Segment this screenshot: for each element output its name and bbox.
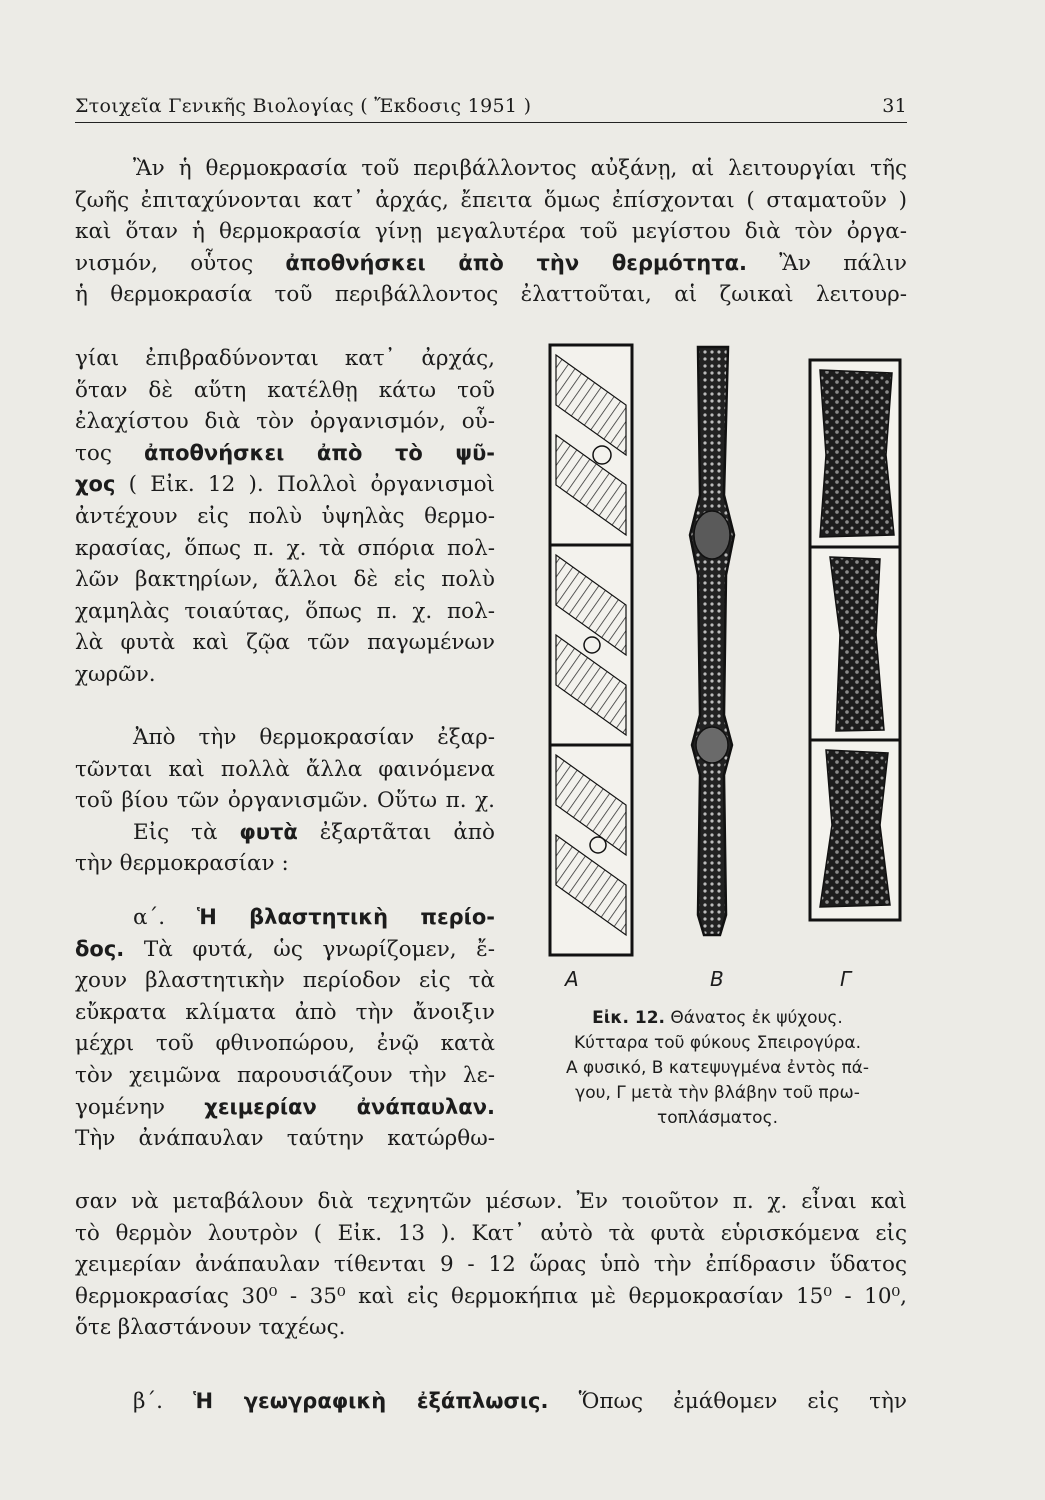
text-line: τὸν χειμῶνα παρουσιάζουν τὴν λε- bbox=[75, 1062, 495, 1088]
caption-line: τοπλάσματος. bbox=[657, 1108, 778, 1128]
text-line: ἀντέχουν εἰς πολὺ ὑψηλὰς θερμο- bbox=[75, 503, 495, 529]
text-line: α΄. Ἡ βλαστητικὴ περίο- bbox=[133, 905, 495, 930]
text-line: Τὴν ἀνάπαυλαν ταύτην κατώρθω- bbox=[75, 1126, 495, 1152]
text-line: Ἀπὸ τὴν θερμοκρασίαν ἐξαρ- bbox=[133, 725, 495, 750]
caption-title: Εἰκ. 12. bbox=[592, 1008, 665, 1028]
text-line: β΄. Ἡ γεωγραφικὴ ἐξάπλωσις. Ὅπως ἐμάθομεν εἰς τὴν bbox=[133, 1389, 907, 1414]
cell-c-damaged bbox=[810, 360, 900, 920]
text-line: εὔκρατα κλίματα ἀπὸ τὴν ἄνοιξιν bbox=[75, 999, 495, 1025]
page-number: 31 bbox=[882, 95, 907, 117]
emphasis-plants: φυτὰ bbox=[239, 819, 298, 844]
text-line: γομένην χειμερίαν ἀνάπαυλαν. bbox=[75, 1094, 495, 1120]
text-line: θερμοκρασίας 30⁰ - 35⁰ καὶ εἰς θερμοκήπια μὲ θερμοκρασίαν 15⁰ - 10⁰, bbox=[75, 1283, 907, 1309]
page-header bbox=[75, 92, 907, 123]
text-line: νισμόν, οὗτος ἀποθνήσκει ἀπὸ τὴν θερμότητα. Ἂν πάλιν bbox=[75, 250, 907, 276]
text-line: ὅτε βλαστάνουν ταχέως. bbox=[75, 1315, 346, 1341]
text-line: χωρῶν. bbox=[75, 661, 156, 687]
figure-label-a: A bbox=[565, 967, 579, 991]
text-line: Εἰς τὰ φυτὰ ἐξαρτᾶται ἀπὸ bbox=[133, 819, 495, 845]
text-line: ἡ θερμοκρασία τοῦ περιβάλλοντος ἐλαττοῦται, αἱ ζωικαὶ λειτουρ- bbox=[75, 282, 907, 308]
text-line: λῶν βακτηρίων, ἄλλοι δὲ εἰς πολὺ bbox=[75, 567, 495, 593]
text-line: τὸ θερμὸν λουτρὸν ( Εἰκ. 13 ). Κατ᾿ αὐτὸ τὰ φυτὰ εὑρισκόμενα εἰς bbox=[75, 1220, 907, 1246]
text-line: τοῦ βίου τῶν ὀργανισμῶν. Οὕτω π. χ. bbox=[75, 788, 495, 814]
text-line: ζωῆς ἐπιταχύνονται κατ᾿ ἀρχάς, ἔπειτα ὅμως ἐπίσχονται ( σταματοῦν ) bbox=[75, 187, 907, 213]
figure-label-b: B bbox=[710, 967, 724, 991]
text-line: καὶ ὅταν ἡ θερμοκρασία γίνῃ μεγαλυτέρα τοῦ μεγίστου διὰ τὸν ὀργα- bbox=[75, 219, 907, 245]
book-title: Στοιχεῖα Γενικῆς Βιολογίας ( Ἔκδοσις 1951 ) bbox=[75, 95, 532, 117]
text-line: κρασίας, ὅπως π. χ. τὰ σπόρια πολ- bbox=[75, 535, 495, 561]
paragraph-geographic bbox=[75, 1386, 907, 1418]
text-line: τῶνται καὶ πολλὰ ἄλλα φαινόμενα bbox=[75, 756, 495, 782]
paragraph-warm-bath bbox=[75, 1186, 907, 1344]
text-line: δος. Τὰ φυτά, ὡς γνωρίζομεν, ἔ- bbox=[75, 936, 495, 962]
text-line: γίαι ἐπιβραδύνονται κατ᾿ ἀρχάς, bbox=[75, 346, 495, 371]
text-line: Ἂν ἡ θερμοκρασία τοῦ περιβάλλοντος αὐξάνῃ, αἱ λειτουργίαι τῆς bbox=[133, 156, 907, 181]
text-line: μέχρι τοῦ φθινοπώρου, ἐνῷ κατὰ bbox=[75, 1031, 495, 1057]
text-line: σαν νὰ μεταβάλουν διὰ τεχνητῶν μέσων. Ἐν τοιοῦτον π. χ. εἶναι καὶ bbox=[75, 1189, 907, 1214]
paragraph-phenomena bbox=[75, 722, 495, 880]
emphasis-heat-death: ἀποθνήσκει ἀπὸ τὴν θερμότητα. bbox=[285, 250, 748, 275]
text-line: ὅταν δὲ αὕτη κατέλθῃ κάτω τοῦ bbox=[75, 377, 495, 403]
text-line: ἐλαχίστου διὰ τὸν ὀργανισμόν, οὗ- bbox=[75, 409, 495, 435]
text-line: τος ἀποθνήσκει ἀπὸ τὸ ψῦ- bbox=[75, 440, 496, 466]
figure-label-c: Γ bbox=[840, 967, 852, 991]
caption-line: Α φυσικό, Β κατεψυγμένα ἐντὸς πά- bbox=[565, 1058, 870, 1078]
text-line: λὰ φυτὰ καὶ ζῷα τῶν παγωμένων bbox=[75, 630, 495, 656]
caption-line: Κύτταρα τοῦ φύκους Σπειρογύρα. bbox=[573, 1033, 862, 1053]
text-line: χος ( Εἰκ. 12 ). Πολλοὶ ὀργανισμοὶ bbox=[75, 472, 495, 498]
figure-spirogyra-cells bbox=[520, 335, 915, 991]
figure-illustration bbox=[520, 335, 915, 975]
paragraph-temperature-cold bbox=[75, 343, 495, 691]
figure-caption bbox=[520, 1006, 915, 1131]
text-line: χειμερίαν ἀνάπαυλαν τίθενται 9 - 12 ὥρας ὑπὸ τὴν ἐπίδρασιν ὕδατος bbox=[75, 1252, 907, 1278]
subheading-geographic-spread: Ἡ γεωγραφικὴ ἐξάπλωσις. bbox=[193, 1389, 549, 1413]
emphasis-winter-rest: χειμερίαν ἀνάπαυλαν. bbox=[204, 1094, 495, 1119]
text-line: χουν βλαστητικὴν περίοδον εἰς τὰ bbox=[75, 968, 495, 994]
cell-a-normal bbox=[550, 345, 632, 955]
emphasis-cold-death: ἀποθνήσκει ἀπὸ τὸ ψῦ- bbox=[144, 440, 496, 465]
paragraph-vegetative-period bbox=[75, 902, 495, 1155]
subheading-vegetative-period: Ἡ βλαστητικὴ περίο- bbox=[196, 905, 495, 929]
paragraph-temperature-heat bbox=[75, 153, 907, 311]
caption-line: Εἰκ. 12. Θάνατος ἐκ ψύχους. bbox=[592, 1008, 843, 1028]
cell-b-frozen bbox=[690, 347, 734, 935]
text-line: χαμηλὰς τοιαύτας, ὅπως π. χ. πολ- bbox=[75, 598, 495, 624]
text-line: τὴν θερμοκρασίαν : bbox=[75, 851, 289, 877]
caption-line: γου, Γ μετὰ τὴν βλάβην τοῦ πρω- bbox=[575, 1083, 860, 1103]
